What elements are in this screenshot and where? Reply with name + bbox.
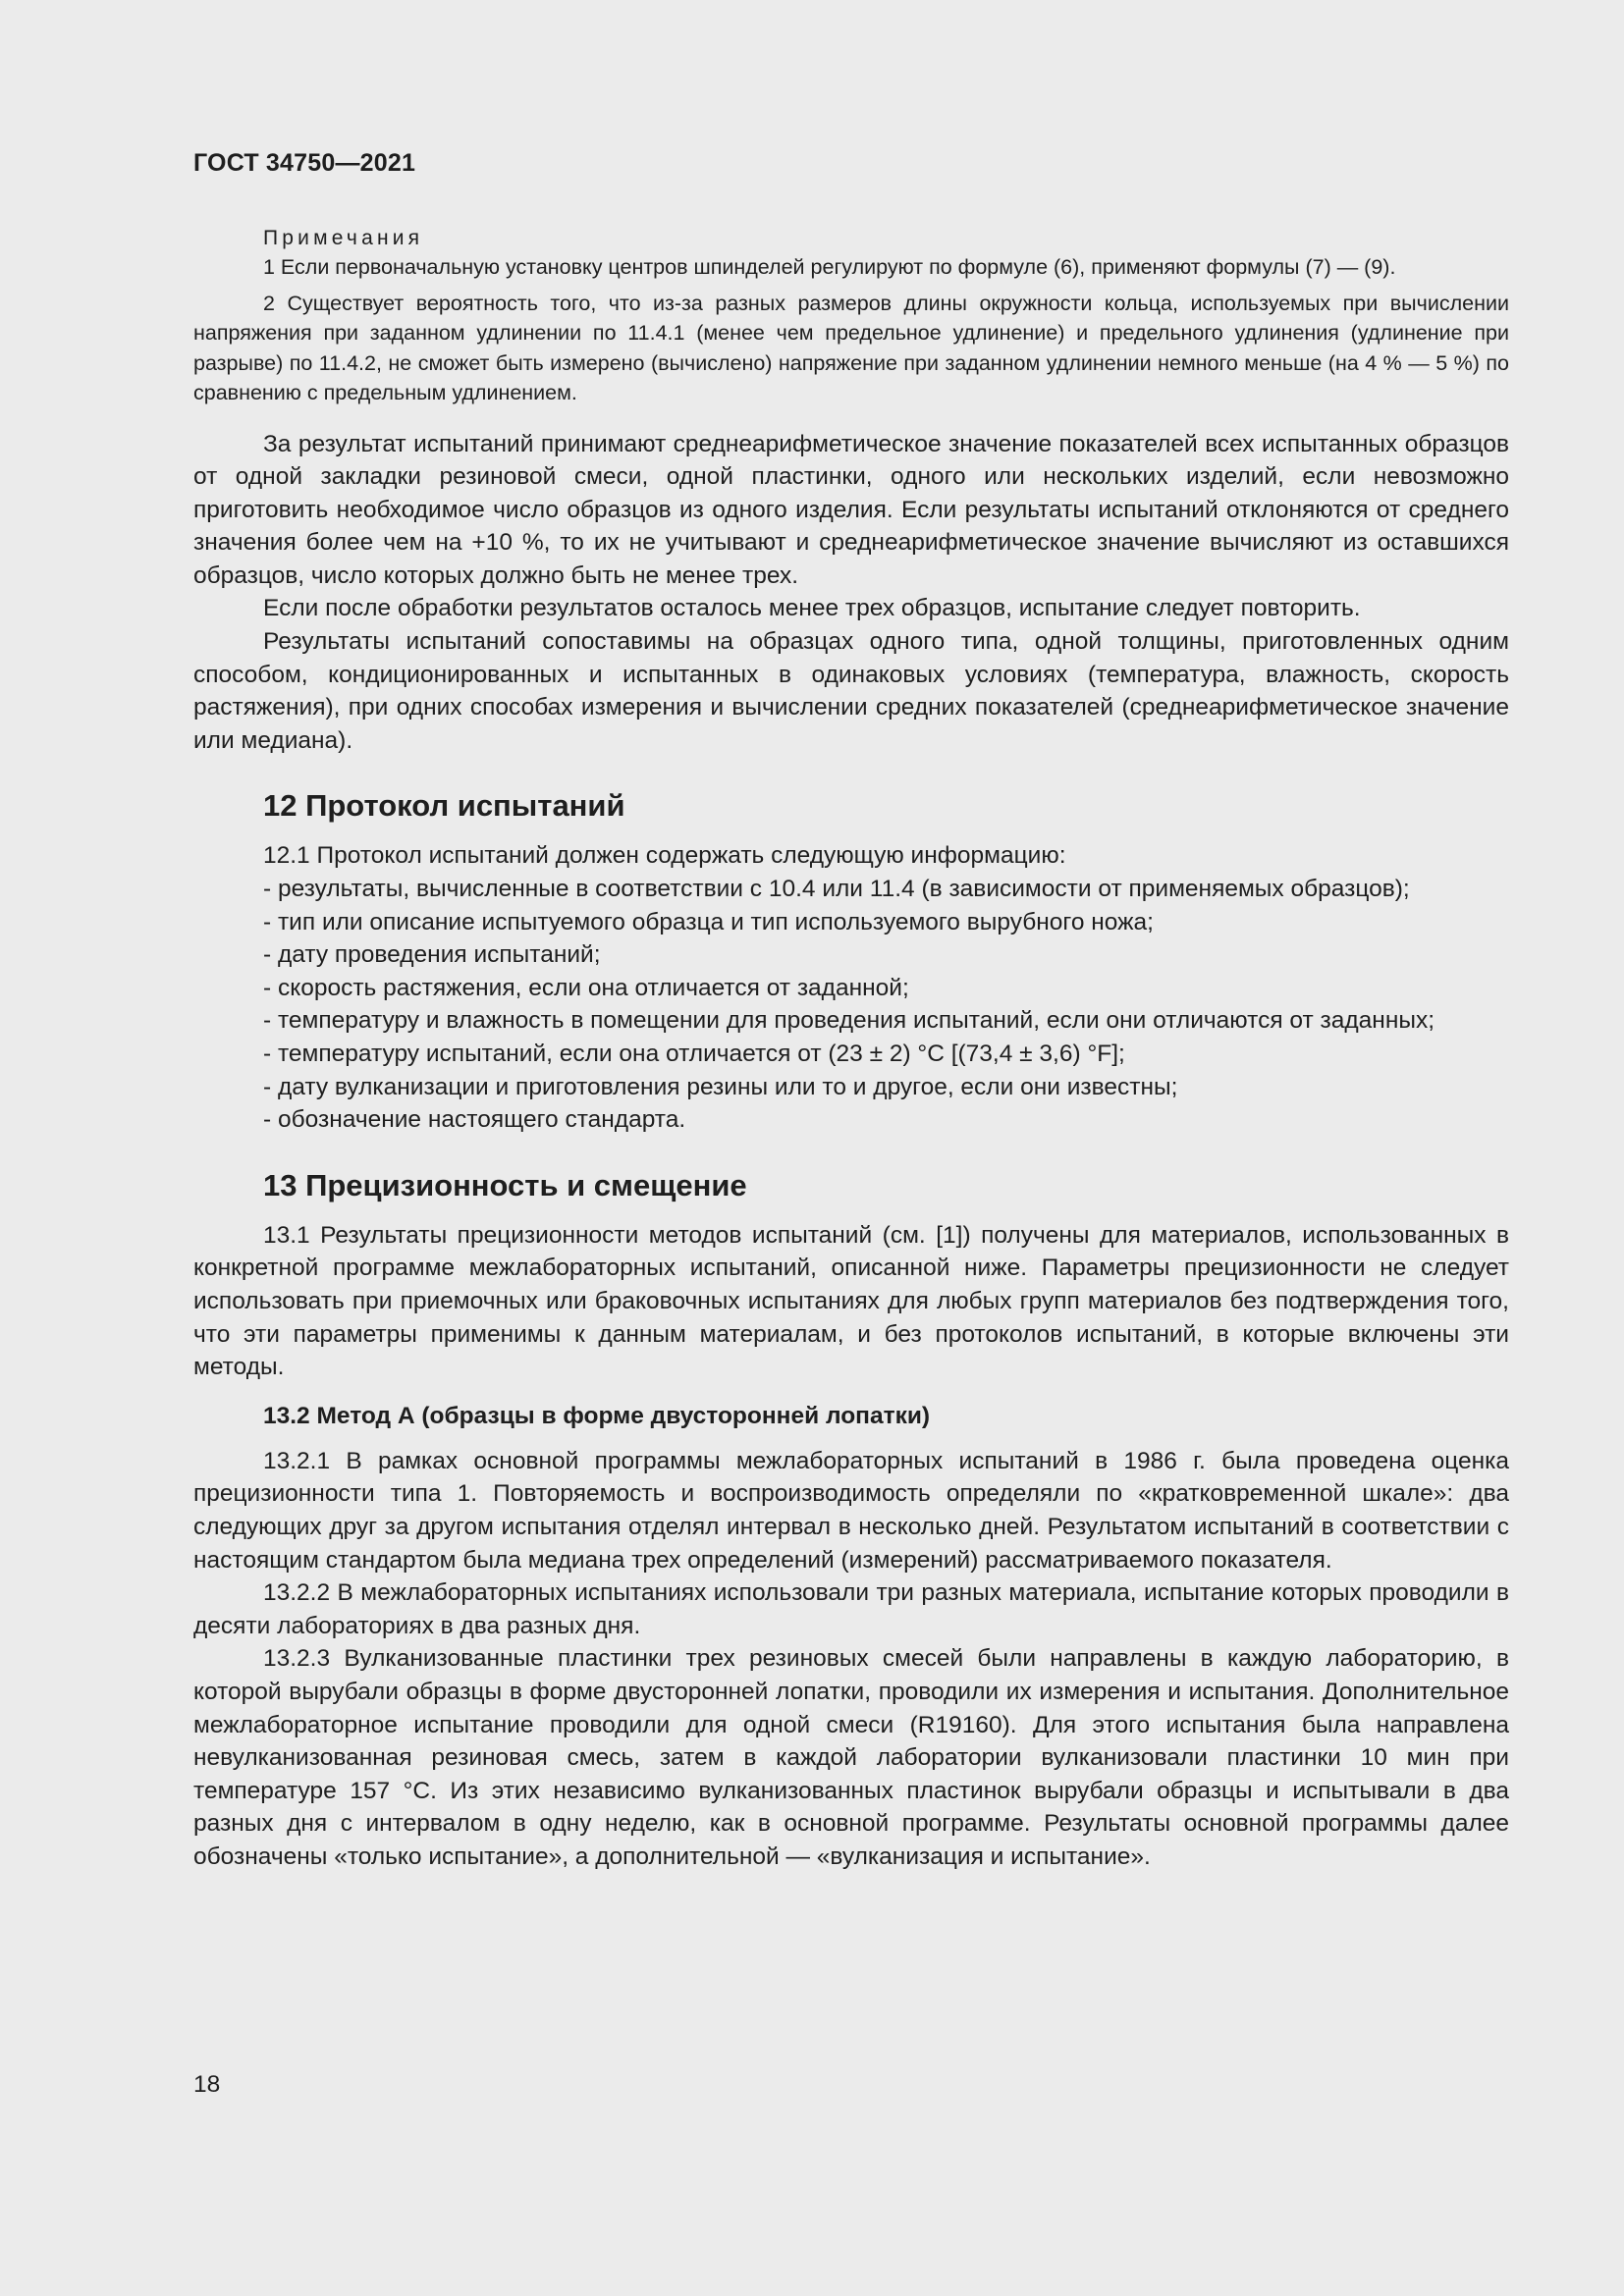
section-12-item: - дату вулканизации и приготовления резины или то и другое, если они известны; (263, 1073, 1178, 1100)
section-13-2-title: 13.2 Метод А (образцы в форме двусторонней лопатки) (263, 1402, 931, 1429)
document-header: ГОСТ 34750—2021 (193, 149, 416, 177)
intro-paragraph-1: За результат испытаний принимают среднеарифметическое значение показателей всех испытанных образцов от одной закладки резиновой смеси, одной пластинки, одного или нескольких изделий, если невозможно приготовить необходимое число образцов из одного изделия. Если результаты испытаний отклоняются от среднего значения более чем на +10 %, то их не учитывают и среднеарифметическое значение вычисляют из оставшихся образцов, число которых должно быть не менее трех. (193, 430, 1509, 589)
note-2: 2 Существует вероятность того, что из-за разных размеров длины окружности кольца, используемых при вычислении напряжения при заданном удлинении по 11.4.1 (менее чем предельное удлинение) и предельного удлинения (удлинение при разрыве) по 11.4.2, не сможет быть измерено (вычислено) напряжение при заданном удлинении немного меньше (на 4 % — 5 %) по сравнению с предельным удлинением. (193, 291, 1509, 404)
section-12-item: - результаты, вычисленные в соответствии с 10.4 или 11.4 (в зависимости от применяемых образцов); (263, 876, 1410, 903)
section-13-2-2-paragraph: 13.2.2 В межлабораторных испытаниях использовали три разных материала, испытание которых проводили в десяти лабораториях в два разных дня. (193, 1579, 1509, 1639)
section-12-item: - дату проведения испытаний; (263, 941, 601, 969)
section-12-item: - скорость растяжения, если она отличается от заданной; (263, 974, 909, 1001)
section-12-lead: 12.1 Протокол испытаний должен содержать следующую информацию: (263, 842, 1066, 870)
intro-paragraph-2: Если после обработки результатов осталось менее трех образцов, испытание следует повторить. (263, 595, 1361, 622)
notes-title: Примечания (263, 227, 424, 249)
section-13-title: 13 Прецизионность и смещение (263, 1167, 747, 1202)
intro-paragraph-3: Результаты испытаний сопоставимы на образцах одного типа, одной толщины, приготовленных одним способом, кондиционированных и испытанных в одинаковых условиях (температура, влажность, скорость растяжения), при одних способах измерения и вычислении средних показателей (среднеарифметическое значение или медиана). (193, 628, 1509, 754)
note-1: 1 Если первоначальную установку центров шпинделей регулируют по формуле (6), применяют формулы (7) — (9). (263, 255, 1396, 279)
document-body (193, 224, 1509, 1873)
section-12-item: - обозначение настоящего стандарта. (263, 1106, 686, 1134)
section-12-item: - температуру и влажность в помещении для проведения испытаний, если они отличаются от заданных; (263, 1007, 1435, 1035)
section-12-item: - тип или описание испытуемого образца и тип используемого вырубного ножа; (263, 908, 1154, 935)
section-13-2-3-paragraph: 13.2.3 Вулканизованные пластинки трех резиновых смесей были направлены в каждую лабораторию, в которой вырубали образцы в форме двусторонней лопатки, проводили их измерения и испытания. Дополнительное межлабораторное испытание проводили для одной смеси (R19160). Для этого испытания была направлена невулканизованная резиновая смесь, затем в каждой лаборатории вулканизовали пластинки 10 мин при температуре 157 °С. Из этих независимо вулканизованных пластинок вырубали образцы и испытывали в два разных дня с интервалом в одну неделю, как в основной программе. Результаты основной программы далее обозначены «только испытание», а дополнительной — «вулканизация и испытание». (193, 1645, 1509, 1870)
document-page (193, 0, 1509, 2296)
section-12-item: - температуру испытаний, если она отличается от (23 ± 2) °С [(73,4 ± 3,6) °F]; (263, 1041, 1125, 1067)
page-number: 18 (193, 2071, 221, 2098)
section-12-title: 12 Протокол испытаний (263, 788, 625, 824)
section-13-2-1-paragraph: 13.2.1 В рамках основной программы межлабораторных испытаний в 1986 г. была проведена оценка прецизионности типа 1. Повторяемость и воспроизводимость определяли по «кратковременной шкале»: два следующих друг за другом испытания отделял интервал в несколько дней. Результатом испытаний в соответствии с настоящим стандартом была медиана трех определений (измерений) рассматриваемого показателя. (193, 1447, 1509, 1574)
section-13-paragraph-1: 13.1 Результаты прецизионности методов испытаний (см. [1]) получены для материалов, использованных в конкретной программе межлабораторных испытаний, описанной ниже. Параметры прецизионности не следует использовать при приемочных или браковочных испытаниях для любых групп материалов без подтверждения того, что эти параметры применимы к данным материалам, и без протоколов испытаний, в которые включены эти методы. (193, 1221, 1509, 1381)
